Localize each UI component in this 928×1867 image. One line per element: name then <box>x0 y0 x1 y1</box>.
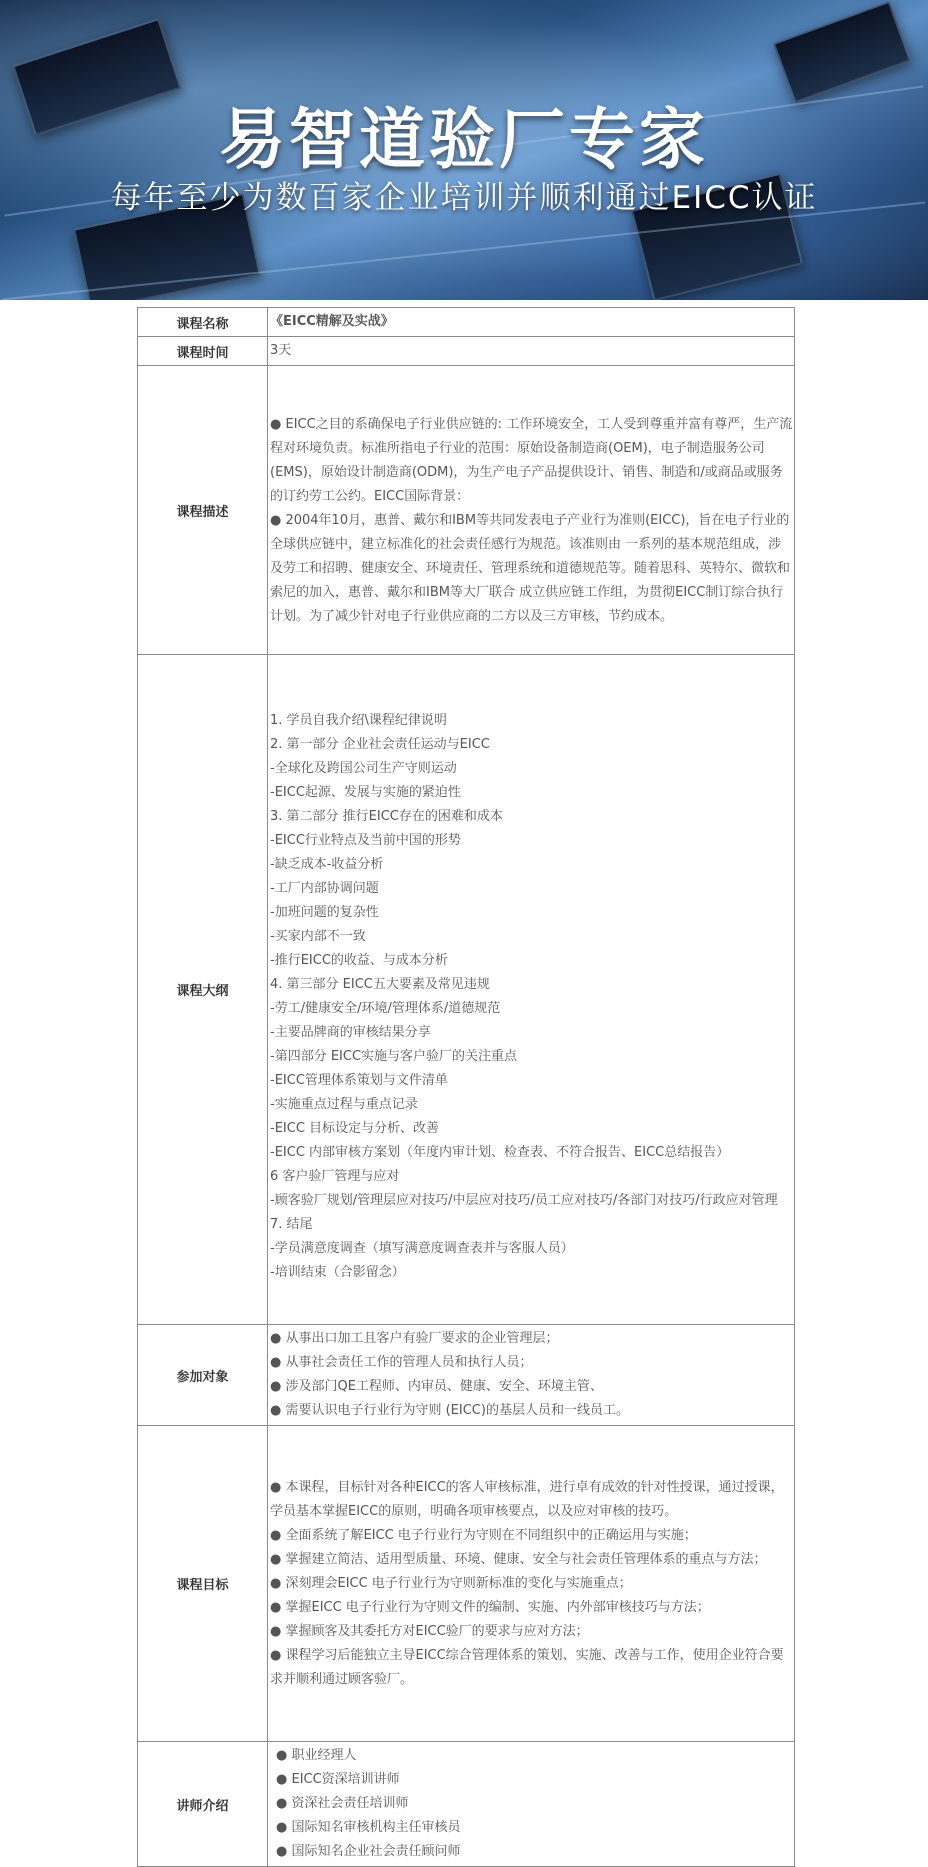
course-description-value <box>268 366 795 655</box>
table-row-outline <box>138 655 795 1325</box>
outline-item: 2. 第一部分 企业社会责任运动与EICC <box>270 736 490 752</box>
outline-item: -劳工/健康安全/环境/管理体系/道德规范 <box>270 1000 501 1016</box>
banner-title: 易智道验厂专家 <box>219 101 709 178</box>
hero-banner <box>0 0 928 300</box>
outline-item: -EICC行业特点及当前中国的形势 <box>270 832 461 848</box>
objective-item: ● 课程学习后能独立主导EICC综合管理体系的策划、实施、改善与工作，使用企业符合要求并顺利通过顾客验厂。 <box>270 1647 784 1687</box>
banner-subtitle: 每年至少为数百家企业培训并顺利通过EICC认证 <box>110 180 818 216</box>
outline-item: 3. 第二部分 推行EICC存在的困难和成本 <box>270 808 503 824</box>
outline-item: 6 客户验厂管理与应对 <box>270 1168 400 1184</box>
course-info-table <box>137 307 795 1867</box>
instructor-item: ● 国际知名企业社会责任顾问师 <box>276 1844 461 1859</box>
instructor-item: ● EICC资深培训讲师 <box>276 1772 400 1787</box>
objective-item: ● 本课程，目标针对各种EICC的客人审核标准，进行卓有成效的针对性授课，通过授课，学员基本掌握EICC的原则，明确各项审核要点，以及应对审核的技巧。 <box>270 1479 784 1519</box>
instructor-item: ● 职业经理人 <box>276 1748 357 1763</box>
course-name-label: 课程名称 <box>138 308 268 337</box>
course-name-value: 《EICC精解及实战》 <box>268 308 795 337</box>
audience-item: ● 涉及部门QE工程师、内审员、健康、安全、环境主管、 <box>270 1379 603 1394</box>
description-paragraph: ● EICC之目的系确保电子行业供应链的: 工作环境安全，工人受到尊重并富有尊严，生产流程对环境负责。标准所指电子行业的范围：原始设备制造商(OEM)，电子制造服务公司(EMS)，原始设计制造商(ODM)，为生产电子产品提供设计、销售、制造和/或商品或服务的订约劳工公约。EICC国际背景： <box>270 417 793 504</box>
audience-item: ● 从事社会责任工作的管理人员和执行人员； <box>270 1355 533 1370</box>
objective-item: ● 掌握建立简洁、适用型质量、环境、健康、安全与社会责任管理体系的重点与方法； <box>270 1551 767 1567</box>
outline-item: -缺乏成本-收益分析 <box>270 856 384 872</box>
course-outline-value <box>268 655 795 1325</box>
objective-item: ● 掌握EICC 电子行业行为守则文件的编制、实施、内外部审核技巧与方法； <box>270 1599 710 1615</box>
table-row-instructor <box>138 1742 795 1867</box>
outline-item: -培训结束（合影留念） <box>270 1264 405 1280</box>
course-instructor-label: 讲师介绍 <box>138 1742 268 1867</box>
outline-item: -EICC起源、发展与实施的紧迫性 <box>270 784 461 800</box>
course-audience-label: 参加对象 <box>138 1325 268 1426</box>
course-objectives-value <box>268 1426 795 1742</box>
course-objectives-label: 课程目标 <box>138 1426 268 1742</box>
outline-item: -买家内部不一致 <box>270 928 366 944</box>
objective-item: ● 深刻理会EICC 电子行业行为守则新标准的变化与实施重点； <box>270 1575 632 1591</box>
objective-item: ● 全面系统了解EICC 电子行业行为守则在不同组织中的正确运用与实施； <box>270 1527 697 1543</box>
outline-item: 7. 结尾 <box>270 1216 313 1232</box>
description-paragraph: ● 2004年10月，惠普、戴尔和IBM等共同发表电子产业行为准则(EICC)，旨在电子行业的全球供应链中，建立标准化的社会责任感行为规范。该准则由 一系列的基本规范组成，涉及劳工和招聘、健康安全、环境责任、管理系统和道德规范等。随着思科、英特尔、微软和索尼的加入，惠普、戴尔和IBM等大厂联合 成立供应链工作组，为贯彻EICC制订综合执行计划。为了减少针对电子行业供应商的二方以及三方审核，节约成本。 <box>270 513 791 624</box>
outline-item: -EICC管理体系策划与文件清单 <box>270 1072 448 1088</box>
outline-item: -顾客验厂规划/管理层应对技巧/中层应对技巧/员工应对技巧/各部门对技巧/行政应对管理 <box>270 1192 778 1208</box>
instructor-item: ● 资深社会责任培训师 <box>276 1796 409 1811</box>
outline-item: -第四部分 EICC实施与客户验厂的关注重点 <box>270 1048 518 1064</box>
instructor-item: ● 国际知名审核机构主任审核员 <box>276 1820 461 1835</box>
audience-item: ● 从事出口加工且客户有验厂要求的企业管理层； <box>270 1331 559 1346</box>
outline-item: -加班问题的复杂性 <box>270 904 379 920</box>
outline-item: -工厂内部协调问题 <box>270 880 379 896</box>
outline-item: -EICC 目标设定与分析、改善 <box>270 1120 440 1136</box>
outline-item: 1. 学员自我介绍\课程纪律说明 <box>270 712 447 728</box>
outline-item: -主要品牌商的审核结果分享 <box>270 1024 431 1040</box>
course-duration-label: 课程时间 <box>138 337 268 366</box>
outline-item: -EICC 内部审核方案划（年度内审计划、检查表、不符合报告、EICC总结报告） <box>270 1144 730 1160</box>
course-audience-value <box>268 1325 795 1426</box>
table-row-audience <box>138 1325 795 1426</box>
course-description-label: 课程描述 <box>138 366 268 655</box>
audience-item: ● 需要认识电子行业行为守则 (EICC)的基层人员和一线员工。 <box>270 1403 629 1418</box>
course-instructor-value <box>268 1742 795 1867</box>
course-duration-value: 3天 <box>268 337 795 366</box>
table-row-name <box>138 308 795 337</box>
course-outline-label: 课程大纲 <box>138 655 268 1325</box>
outline-item: -全球化及跨国公司生产守则运动 <box>270 760 457 776</box>
table-row-duration <box>138 337 795 366</box>
outline-item: 4. 第三部分 EICC五大要素及常见违规 <box>270 976 490 992</box>
objective-item: ● 掌握顾客及其委托方对EICC验厂的要求与应对方法； <box>270 1623 589 1639</box>
outline-item: -实施重点过程与重点记录 <box>270 1096 418 1112</box>
table-row-objectives <box>138 1426 795 1742</box>
outline-item: -推行EICC的收益、与成本分析 <box>270 952 448 968</box>
outline-item: -学员满意度调查（填写满意度调查表并与客服人员） <box>270 1240 574 1256</box>
table-row-description <box>138 366 795 655</box>
